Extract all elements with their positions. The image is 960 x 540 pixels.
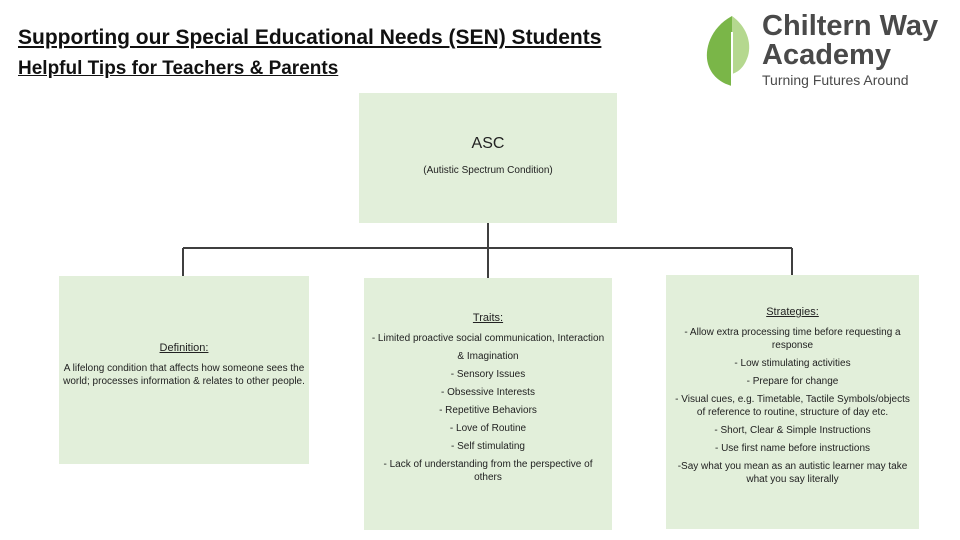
strategies-heading: Strategies: bbox=[766, 306, 819, 318]
list-item: - Lack of understanding from the perspective of others bbox=[383, 459, 593, 483]
list-item: -Say what you mean as an autistic learner may take what you say literally bbox=[677, 461, 908, 485]
list-item: & Imagination bbox=[457, 351, 519, 362]
asc-subtitle: (Autistic Spectrum Condition) bbox=[423, 165, 553, 176]
definition-box bbox=[59, 276, 309, 464]
list-item: - Love of Routine bbox=[449, 423, 527, 434]
list-item: - Short, Clear & Simple Instructions bbox=[714, 425, 871, 436]
strategies-box bbox=[666, 275, 919, 529]
asc-title: ASC bbox=[471, 135, 505, 152]
list-item: - Limited proactive social communication, Interaction bbox=[371, 333, 605, 344]
list-item: - Prepare for change bbox=[746, 376, 839, 387]
list-item: - Low stimulating activities bbox=[734, 358, 851, 369]
traits-heading: Traits: bbox=[472, 312, 504, 324]
list-item: - Repetitive Behaviors bbox=[439, 405, 537, 416]
logo-name-line1: Chiltern Way bbox=[762, 10, 939, 42]
list-item: - Sensory Issues bbox=[450, 369, 526, 380]
list-item: - Visual cues, e.g. Timetable, Tactile Symbols/objects of reference to routine, structure of day etc. bbox=[675, 394, 910, 418]
logo-tagline: Turning Futures Around bbox=[762, 72, 909, 88]
list-item: - Self stimulating bbox=[451, 441, 525, 452]
traits-list bbox=[370, 332, 606, 489]
asc-box bbox=[359, 93, 617, 223]
definition-text: A lifelong condition that affects how someone sees the world; processes information & relates to other people. bbox=[63, 363, 305, 387]
strategies-list bbox=[672, 326, 913, 491]
page-title: Supporting our Special Educational Needs (SEN) Students bbox=[18, 26, 602, 49]
definition-heading: Definition: bbox=[159, 342, 209, 354]
logo-name-line2: Academy bbox=[762, 39, 891, 71]
page-subtitle: Helpful Tips for Teachers & Parents bbox=[18, 58, 339, 79]
list-item: - Use first name before instructions bbox=[714, 443, 871, 454]
list-item: - Allow extra processing time before requesting a response bbox=[684, 327, 901, 351]
list-item: - Obsessive Interests bbox=[441, 387, 535, 398]
traits-box bbox=[364, 278, 612, 530]
